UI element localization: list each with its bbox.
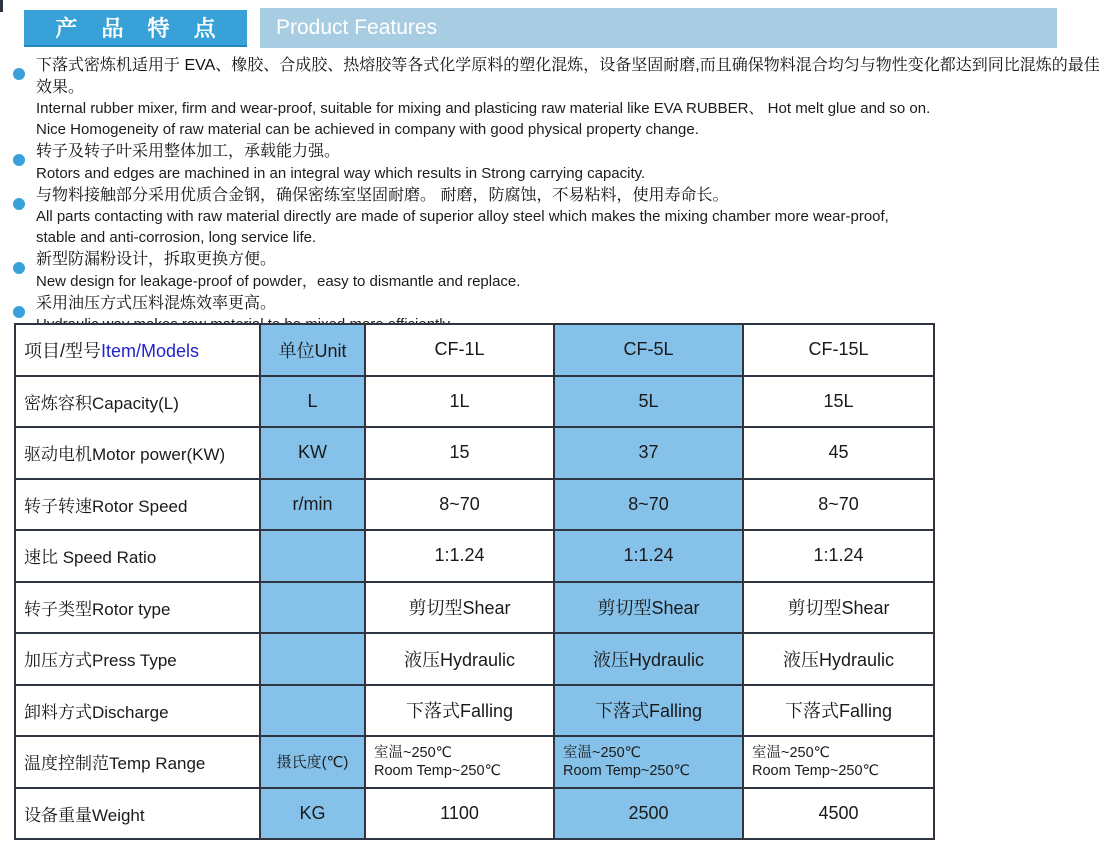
unit-cell: [260, 530, 365, 582]
value-cell: 2500: [554, 788, 743, 840]
feature-item: [36, 141, 1114, 184]
value-cell: 45: [743, 427, 934, 479]
model-header-cell: CF-15L: [743, 324, 934, 376]
bullet-icon: [13, 198, 25, 210]
row-label-cell: 密炼容积Capacity(L): [15, 376, 260, 428]
model-header-cell: CF-5L: [554, 324, 743, 376]
value-cell: 1:1.24: [365, 530, 554, 582]
row-label-cell: 温度控制范Temp Range: [15, 736, 260, 788]
unit-cell: [260, 633, 365, 685]
feature-text-en: Nice Homogeneity of raw material can be achieved in company with good physical property change.: [36, 121, 699, 138]
value-cell: 15L: [743, 376, 934, 428]
value-cell: 液压Hydraulic: [743, 633, 934, 685]
value-cell: 液压Hydraulic: [554, 633, 743, 685]
spec-table: [14, 323, 935, 840]
unit-cell: [260, 582, 365, 634]
value-cell: 剪切型Shear: [365, 582, 554, 634]
table-row-capacity: [15, 376, 934, 428]
table-row-temp-range: [15, 736, 934, 788]
table-row-press-type: [15, 633, 934, 685]
unit-cell: L: [260, 376, 365, 428]
table-header-row: [15, 324, 934, 376]
value-cell: 8~70: [743, 479, 934, 531]
temp-range-line: 室温~250℃: [374, 744, 452, 761]
item-label-cn: 项目/型号: [24, 340, 102, 361]
table-row-rotor-type: [15, 582, 934, 634]
temp-range-line: 室温~250℃: [563, 744, 641, 761]
section-title-en: Product Features: [260, 8, 1057, 48]
temp-range-line: Room Temp~250℃: [374, 762, 501, 779]
feature-text-cn: 新型防漏粉设计，拆取更换方便。: [36, 251, 277, 268]
bullet-icon: [13, 154, 25, 166]
value-cell: 下落式Falling: [743, 685, 934, 737]
value-cell: [743, 736, 934, 788]
feature-text-en: stable and anti-corrosion, long service life.: [36, 229, 317, 246]
unit-cell: [260, 685, 365, 737]
item-label-en: Item/Models: [101, 340, 200, 361]
header-item-models-cell: [15, 324, 260, 376]
value-cell: 1100: [365, 788, 554, 840]
temp-range-line: Room Temp~250℃: [563, 762, 690, 779]
value-cell: 剪切型Shear: [743, 582, 934, 634]
value-cell: 剪切型Shear: [554, 582, 743, 634]
table-row-motor-power: [15, 427, 934, 479]
feature-text-cn: 与物料接触部分采用优质合金钢，确保密练室坚固耐磨。 耐磨，防腐蚀，不易粘料，使用寿命长。: [36, 186, 729, 204]
feature-text-en: New design for leakage-proof of powder，easy to dismantle and replace.: [36, 272, 521, 290]
value-cell: [554, 736, 743, 788]
feature-item: [36, 249, 1114, 292]
value-cell: 1:1.24: [743, 530, 934, 582]
row-label-cell: 速比 Speed Ratio: [15, 530, 260, 582]
row-label-cell: 设备重量Weight: [15, 788, 260, 840]
section-title-cn: 产 品 特 点: [24, 10, 247, 47]
feature-text-cn: 下落式密炼机适用于 EVA、橡胶、合成胶、热熔胶等各式化学原料的塑化混炼，设备坚固耐磨,而且确保物料混合均匀与物性变化都达到同比混炼的最佳效果。: [36, 57, 1100, 96]
table-row-discharge: [15, 685, 934, 737]
feature-text-cn: 转子及转子叶采用整体加工，承载能力强。: [36, 143, 341, 160]
unit-header-cell: 单位Unit: [260, 324, 365, 376]
bullet-icon: [13, 68, 25, 80]
value-cell: 4500: [743, 788, 934, 840]
value-cell: 1:1.24: [554, 530, 743, 582]
feature-text-en: Rotors and edges are machined in an integral way which results in Strong carrying capacity.: [36, 164, 646, 182]
value-cell: 下落式Falling: [365, 685, 554, 737]
row-label-cell: 卸料方式Discharge: [15, 685, 260, 737]
value-cell: 液压Hydraulic: [365, 633, 554, 685]
value-cell: 1L: [365, 376, 554, 428]
temp-range-line: Room Temp~250℃: [752, 762, 879, 779]
table-row-weight: [15, 788, 934, 840]
bullet-icon: [13, 262, 25, 274]
model-header-cell: CF-1L: [365, 324, 554, 376]
value-cell: 8~70: [554, 479, 743, 531]
row-label-cell: 转子转速Rotor Speed: [15, 479, 260, 531]
row-label-cell: 加压方式Press Type: [15, 633, 260, 685]
value-cell: 15: [365, 427, 554, 479]
temp-range-line: 室温~250℃: [752, 744, 830, 761]
value-cell: [365, 736, 554, 788]
scan-edge-artifact: [0, 0, 3, 12]
feature-text-en: All parts contacting with raw material directly are made of superior alloy steel which makes the mixing chamber more wear-proof,: [36, 208, 889, 225]
feature-text-cn: 采用油压方式压料混炼效率更高。: [36, 294, 277, 312]
value-cell: 5L: [554, 376, 743, 428]
feature-item: [36, 55, 1114, 140]
feature-list: [36, 55, 1114, 336]
unit-cell: 摄氏度(℃): [260, 736, 365, 788]
table-row-rotor-speed: [15, 479, 934, 531]
feature-text-en: Internal rubber mixer, firm and wear-proof, suitable for mixing and plasticing raw material like EVA RUBBER、 Hot melt glue and so on.: [36, 100, 931, 117]
value-cell: 37: [554, 427, 743, 479]
unit-cell: KW: [260, 427, 365, 479]
feature-item: [36, 185, 1114, 249]
unit-cell: KG: [260, 788, 365, 840]
value-cell: 8~70: [365, 479, 554, 531]
table-row-speed-ratio: [15, 530, 934, 582]
row-label-cell: 转子类型Rotor type: [15, 582, 260, 634]
bullet-icon: [13, 306, 25, 318]
unit-cell: r/min: [260, 479, 365, 531]
row-label-cell: 驱动电机Motor power(KW): [15, 427, 260, 479]
value-cell: 下落式Falling: [554, 685, 743, 737]
